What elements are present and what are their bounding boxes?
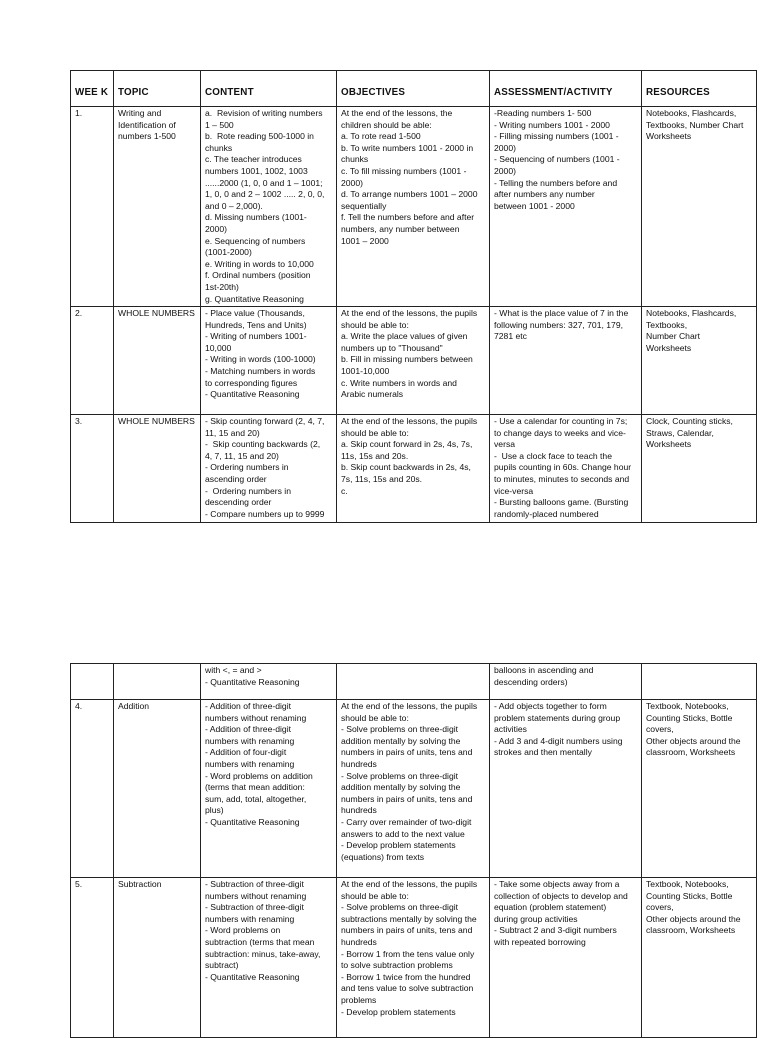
topic-cell (114, 664, 201, 700)
content-line: - Matching numbers in words (205, 366, 316, 377)
assessment-cell (490, 664, 642, 700)
header-content: CONTENT (201, 71, 337, 107)
objectives-line: - Solve problems on three-digit (341, 902, 459, 913)
table-1-body (71, 107, 757, 523)
content-line: (1001-2000) (205, 247, 252, 258)
content-line: 1, 0, 0 and 2 – 1002 ..... 2, 0, 0, (205, 189, 325, 200)
topic-line: Addition (118, 701, 150, 711)
assessment-line: descending orders) (494, 676, 568, 687)
assessment-line: between 1001 - 2000 (494, 200, 575, 211)
content-line: 1 – 500 (205, 119, 234, 130)
content-line: - Writing of numbers 1001- (205, 331, 307, 342)
objectives-line: hundreds (341, 758, 377, 769)
objectives-line: - Borrow 1 twice from the hundred (341, 971, 471, 982)
content-line: numbers without renaming (205, 712, 307, 723)
content-line: - Quantitative Reasoning (205, 816, 300, 827)
objectives-line: c. Write numbers in words and (341, 377, 457, 388)
assessment-cell (490, 700, 642, 878)
assessment-line: - Use a calendar for counting in 7s; (494, 416, 628, 427)
content-line: ......2000 (1, 0, 0 and 1 – 1001; (205, 177, 323, 188)
topic-line: WHOLE NUMBERS (118, 416, 195, 427)
objectives-line: 1001 – 2000 (341, 235, 389, 246)
objectives-line: 11s, 15s and 20s. (341, 450, 409, 461)
objectives-line: 2000) (341, 177, 363, 188)
assessment-cell (490, 415, 642, 523)
objectives-line: 7s, 11s, 15s and 20s. (341, 474, 423, 485)
table-row (71, 664, 757, 700)
objectives-line: should be able to: (341, 319, 409, 330)
content-cell (201, 307, 337, 415)
table-2-body (71, 664, 757, 1038)
topic-line: WHOLE NUMBERS (118, 308, 195, 319)
topic-line: Writing and (118, 108, 162, 118)
table-row (71, 107, 757, 307)
content-line: 4, 7, 11, 15 and 20) (205, 450, 279, 461)
content-line: b. Rote reading 500-1000 in (205, 131, 314, 142)
header-week: WEE K (71, 71, 114, 107)
resources-line: classroom, Worksheets (646, 747, 736, 758)
objectives-cell (337, 700, 490, 878)
content-line: - Quantitative Reasoning (205, 389, 300, 400)
resources-line: Notebooks, Flashcards, (646, 108, 737, 118)
content-line: - Quantitative Reasoning (205, 971, 300, 982)
content-line: - Subtraction of three-digit (205, 879, 304, 889)
assessment-line: - Filling missing numbers (1001 - (494, 131, 619, 142)
week-cell: 1. (71, 107, 114, 307)
resources-line: Worksheets (646, 131, 692, 142)
resources-line: Textbook, Notebooks, (646, 879, 729, 889)
objectives-line: At the end of the lessons, the pupils (341, 308, 478, 319)
topic-line: Identification of (118, 119, 176, 130)
content-line: f. Ordinal numbers (position (205, 270, 311, 281)
objectives-line: problems (341, 994, 377, 1005)
resources-line: Straws, Calendar, (646, 427, 714, 438)
assessment-line: versa (494, 439, 516, 450)
content-cell (201, 107, 337, 307)
resources-line: covers, (646, 724, 674, 735)
content-line: - Subtraction of three-digit (205, 902, 304, 913)
topic-cell (114, 415, 201, 523)
objectives-line: chunks (341, 154, 369, 165)
assessment-line: collection of objects to develop and (494, 890, 628, 901)
resources-line: Notebooks, Flashcards, (646, 308, 737, 319)
objectives-line: - Develop problem statements (341, 1006, 456, 1017)
objectives-line: subtractions mentally by solving the (341, 913, 477, 924)
content-line: subtract) (205, 960, 239, 971)
week-cell: 5. (71, 878, 114, 1038)
content-cell (201, 878, 337, 1038)
resources-line: Number Chart (646, 331, 700, 342)
assessment-line: with repeated borrowing (494, 936, 586, 947)
content-line: to corresponding figures (205, 377, 298, 388)
objectives-line: At the end of the lessons, the pupils (341, 879, 478, 889)
objectives-line: a. To rote read 1-500 (341, 131, 421, 142)
assessment-line: - Add 3 and 4-digit numbers using (494, 735, 623, 746)
table-row (71, 415, 757, 523)
assessment-line: strokes and then mentally (494, 747, 592, 758)
content-line: d. Missing numbers (1001- (205, 212, 307, 223)
content-line: - Skip counting backwards (2, (205, 439, 321, 450)
content-line: - Word problems on (205, 925, 281, 936)
objectives-line: d. To arrange numbers 1001 – 2000 (341, 189, 478, 200)
scheme-of-work-table-1 (70, 70, 757, 523)
content-line: 11, 15 and 20) (205, 427, 260, 438)
topic-cell (114, 700, 201, 878)
assessment-line: - What is the place value of 7 in the (494, 308, 629, 319)
assessment-cell (490, 307, 642, 415)
objectives-line: - Develop problem statements (341, 840, 456, 851)
objectives-line: c. (341, 485, 348, 496)
topic-cell (114, 878, 201, 1038)
objectives-line: hundreds (341, 936, 377, 947)
content-line: - Place value (Thousands, (205, 308, 305, 319)
header-objectives: OBJECTIVES (337, 71, 490, 107)
content-line: subtraction (terms that mean (205, 936, 315, 947)
content-line: c. The teacher introduces (205, 154, 302, 165)
objectives-line: - Carry over remainder of two-digit (341, 816, 472, 827)
assessment-line: to change days to weeks and vice- (494, 427, 626, 438)
assessment-line: 7281 etc (494, 331, 527, 342)
objectives-line: Arabic numerals (341, 389, 404, 400)
assessment-line: - Subtract 2 and 3-digit numbers (494, 925, 617, 936)
objectives-line: should be able to: (341, 712, 409, 723)
assessment-line: during group activities (494, 913, 578, 924)
resources-line: covers, (646, 902, 674, 913)
objectives-cell (337, 107, 490, 307)
objectives-line: At the end of the lessons, the pupils (341, 416, 478, 427)
objectives-line: addition mentally by solving the (341, 782, 461, 793)
content-line: subtraction: minus, take-away, (205, 948, 321, 959)
objectives-line: At the end of the lessons, the (341, 108, 453, 118)
objectives-line: (equations) from texts (341, 851, 425, 862)
resources-cell (642, 107, 757, 307)
content-line: - Skip counting forward (2, 4, 7, (205, 416, 325, 427)
assessment-cell (490, 878, 642, 1038)
content-line: 2000) (205, 223, 227, 234)
objectives-line: should be able to: (341, 427, 409, 438)
objectives-line: addition mentally by solving the (341, 735, 461, 746)
content-line: ascending order (205, 474, 267, 485)
table-row (71, 700, 757, 878)
content-line: - Compare numbers up to 9999 (205, 508, 325, 519)
objectives-line: 1001-10,000 (341, 366, 390, 377)
content-line: numbers with renaming (205, 758, 295, 769)
resources-cell (642, 878, 757, 1038)
objectives-cell (337, 415, 490, 523)
assessment-line: 2000) (494, 165, 516, 176)
objectives-cell (337, 307, 490, 415)
content-cell (201, 415, 337, 523)
objectives-line: f. Tell the numbers before and after (341, 212, 475, 223)
objectives-line: and tens value to solve subtraction (341, 983, 474, 994)
assessment-line: pupils counting in 60s. Change hour (494, 462, 632, 473)
objectives-line: numbers in pairs of units, tens and (341, 793, 473, 804)
content-line: a. Revision of writing numbers (205, 108, 323, 118)
content-line: numbers with renaming (205, 913, 295, 924)
assessment-line: randomly-placed numbered (494, 508, 599, 519)
resources-line: Textbooks, (646, 319, 688, 330)
content-line: - Writing in words (100-1000) (205, 354, 316, 365)
objectives-line: hundreds (341, 805, 377, 816)
assessment-line: - Bursting balloons game. (Bursting (494, 497, 629, 508)
topic-line: numbers 1-500 (118, 131, 176, 142)
week-cell: 3. (71, 415, 114, 523)
objectives-line: b. To write numbers 1001 - 2000 in (341, 142, 474, 153)
content-line: e. Writing in words to 10,000 (205, 258, 314, 269)
topic-line: Subtraction (118, 879, 162, 889)
content-line: sum, add, total, altogether, (205, 793, 307, 804)
assessment-line: - Telling the numbers before and (494, 177, 618, 188)
resources-line: Counting Sticks, Bottle (646, 890, 733, 901)
objectives-line: should be able to: (341, 890, 409, 901)
scheme-of-work-table-2 (70, 663, 757, 1038)
objectives-line: sequentially (341, 200, 387, 211)
content-line: - Addition of three-digit (205, 701, 291, 711)
objectives-line: At the end of the lessons, the pupils (341, 701, 478, 711)
objectives-line: to solve subtraction problems (341, 960, 453, 971)
objectives-line: c. To fill missing numbers (1001 - (341, 165, 467, 176)
resources-line: Textbook, Notebooks, (646, 701, 729, 711)
assessment-line: 2000) (494, 142, 516, 153)
content-cell (201, 664, 337, 700)
assessment-line: -Reading numbers 1- 500 (494, 108, 592, 118)
content-line: e. Sequencing of numbers (205, 235, 306, 246)
content-line: numbers 1001, 1002, 1003 (205, 165, 308, 176)
week-cell: 2. (71, 307, 114, 415)
objectives-line: b. Skip count backwards in 2s, 4s, (341, 462, 471, 473)
objectives-line: children should be able: (341, 119, 432, 130)
objectives-cell (337, 878, 490, 1038)
header-row (71, 71, 757, 107)
content-line: numbers with renaming (205, 735, 295, 746)
assessment-line: problem statements during group (494, 712, 621, 723)
resources-line: Clock, Counting sticks, (646, 416, 733, 427)
resources-line: Other objects around the (646, 913, 741, 924)
content-line: (terms that mean addition: (205, 782, 305, 793)
objectives-line: numbers in pairs of units, tens and (341, 925, 473, 936)
assessment-line: - Add objects together to form (494, 701, 607, 711)
content-line: - Word problems on addition (205, 770, 313, 781)
table-row (71, 878, 757, 1038)
content-line: and 0 – 2,000). (205, 200, 263, 211)
objectives-line: numbers up to "Thousand" (341, 342, 443, 353)
assessment-line: activities (494, 724, 527, 735)
assessment-line: equation (problem statement) (494, 902, 607, 913)
objectives-line: - Solve problems on three-digit (341, 770, 459, 781)
content-line: 10,000 (205, 342, 232, 353)
content-line: 1st-20th) (205, 281, 239, 292)
content-line: numbers without renaming (205, 890, 307, 901)
objectives-cell (337, 664, 490, 700)
content-line: plus) (205, 805, 224, 816)
objectives-line: a. Skip count forward in 2s, 4s, 7s, (341, 439, 473, 450)
resources-cell (642, 415, 757, 523)
content-line: - Addition of three-digit (205, 724, 291, 735)
resources-cell (642, 307, 757, 415)
resources-line: Textbooks, Number Chart (646, 119, 744, 130)
assessment-cell (490, 107, 642, 307)
resources-cell (642, 664, 757, 700)
objectives-line: numbers in pairs of units, tens and (341, 747, 473, 758)
content-line: - Ordering numbers in (205, 462, 289, 473)
objectives-line: - Solve problems on three-digit (341, 724, 459, 735)
assessment-line: - Writing numbers 1001 - 2000 (494, 119, 610, 130)
content-line: with <, = and > (205, 665, 262, 675)
objectives-line: a. Write the place values of given (341, 331, 468, 342)
assessment-line: - Sequencing of numbers (1001 - (494, 154, 620, 165)
content-cell (201, 700, 337, 878)
objectives-line: - Borrow 1 from the tens value only (341, 948, 475, 959)
content-line: chunks (205, 142, 233, 153)
resources-line: classroom, Worksheets (646, 925, 736, 936)
assessment-line: after numbers any number (494, 189, 595, 200)
content-line: - Addition of four-digit (205, 747, 287, 758)
header-resources: RESOURCES (642, 71, 757, 107)
topic-cell (114, 107, 201, 307)
assessment-line: - Use a clock face to teach the (494, 450, 612, 461)
resources-line: Counting Sticks, Bottle (646, 712, 733, 723)
week-cell (71, 664, 114, 700)
content-line: - Ordering numbers in (205, 485, 291, 496)
week-cell: 4. (71, 700, 114, 878)
objectives-line: b. Fill in missing numbers between (341, 354, 473, 365)
content-line: Hundreds, Tens and Units) (205, 319, 307, 330)
assessment-line: balloons in ascending and (494, 665, 594, 675)
assessment-line: vice-versa (494, 485, 534, 496)
header-assessment: ASSESSMENT/ACTIVITY (490, 71, 642, 107)
resources-line: Worksheets (646, 342, 692, 353)
resources-line: Other objects around the (646, 735, 741, 746)
objectives-line: numbers, any number between (341, 223, 460, 234)
header-topic: TOPIC (114, 71, 201, 107)
content-line: g. Quantitative Reasoning (205, 293, 304, 304)
topic-cell (114, 307, 201, 415)
resources-line: Worksheets (646, 439, 692, 450)
assessment-line: to minutes, minutes to seconds and (494, 474, 630, 485)
objectives-line: answers to add to the next value (341, 828, 465, 839)
content-line: - Quantitative Reasoning (205, 676, 300, 687)
assessment-line: following numbers: 327, 701, 179, (494, 319, 623, 330)
resources-cell (642, 700, 757, 878)
content-line: descending order (205, 497, 272, 508)
table-row (71, 307, 757, 415)
assessment-line: - Take some objects away from a (494, 879, 620, 889)
